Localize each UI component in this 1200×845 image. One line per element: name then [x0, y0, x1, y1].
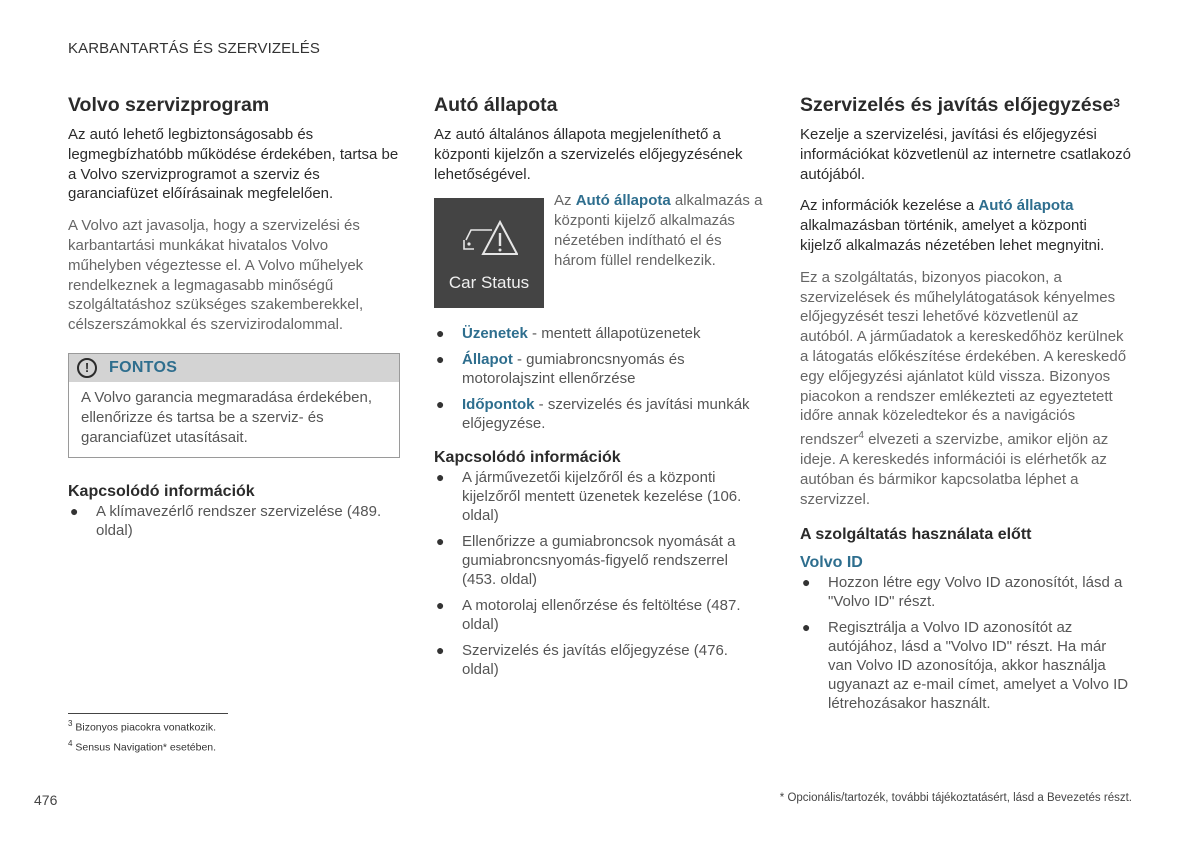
column-service-program [68, 92, 400, 547]
volvo-id-list [800, 573, 1132, 713]
bullet-icon: ● [436, 469, 445, 486]
bullet-icon: ● [436, 325, 445, 342]
related-link[interactable]: ● Szervizelés és javítás előjegyzése (476. oldal) [436, 642, 728, 679]
page-number: 476 [34, 792, 58, 808]
running-head: KARBANTARTÁS ÉS SZERVIZELÉS [68, 40, 320, 57]
bullet-icon: ● [802, 619, 811, 636]
notice-title: FONTOS [109, 358, 178, 376]
related-link[interactable]: ● Ellenőrizze a gumiabroncsok nyomását a gumiabroncsnyomás-figyelő rendszerrel (453. oldal) [436, 533, 736, 589]
intro-paragraph-2: Az információk kezelése a Autó állapota alkalmazásban történik, amelyet a központi kijelző alkalmazás nézetében lehet megnyitni. [800, 197, 1105, 254]
related-info-list [68, 502, 400, 540]
important-notice [68, 353, 400, 458]
tile-label: Car Status [448, 273, 530, 293]
footnote-divider [68, 713, 228, 714]
column-service-booking [800, 92, 1132, 720]
intro-paragraph: Az autó általános állapota megjeleníthető a központi kijelzőn a szervizelés előjegyzésének lehetőségével. [434, 126, 743, 183]
tab-appointments: ● Időpontok - szervizelés és javítási munkák előjegyzése. [436, 396, 750, 433]
section-title: Volvo szervizprogram [68, 94, 270, 116]
bullet-icon: ● [70, 503, 79, 520]
tab-status: ● Állapot - gumiabroncsnyomás és motorolajszint ellenőrzése [436, 351, 685, 388]
notice-body: A Volvo garancia megmaradása érdekében, ellenőrizze és tartsa be a szerviz- és garanciafüzet utasításait. [81, 388, 373, 446]
before-use-heading: A szolgáltatás használata előtt [800, 526, 1032, 544]
app-name: Autó állapota [978, 197, 1074, 215]
footnote: $^3$ Bizonyos piacokra vonatkozik. [68, 719, 217, 734]
footnote-ref: 4 [858, 430, 864, 442]
body-paragraph: Ez a szolgáltatás, bizonyos piacokon, a szervizelések és műhelylátogatások kényelmes előjegyzését teszi lehetővé közvetlenül az autóból. A járműadatok a kereskedőhöz kerülnek a látogatás előkészítése érdekében. A kereskedő egy előjegyzési ajánlatot küld vissza. Bizonyos piacokon a rendszer emlékezteti az egyeztetett időre annak közeledtekor és a navigációs rendszer$^4$ elvezeti a szervizbe, amikor eljön az ideje. A kereskedés információi is elérhetők az autóban és bármikor kapcsolatba léphet a szervizzel. [800, 268, 1127, 508]
section-title: Autó állapota [434, 94, 558, 116]
bullet-icon: ● [436, 396, 445, 413]
bullet-icon: ● [802, 574, 811, 591]
footnote: $^4$ Sensus Navigation* esetében. [68, 738, 217, 753]
intro-paragraph: Az autó lehető legbiztonságosabb és legmegbízhatóbb működése érdekében, tartsa be a Volvo szervizprogramot a szerviz és garanciafüzet előírásainak megfelelően. [68, 126, 399, 203]
list-item: ● Regisztrálja a Volvo ID azonosítót az autójához, lásd a "Volvo ID" részt. Ha már van Volvo ID azonosítója, akkor használja ugyanazt az e-mail címet, amelyet a Volvo ID létrehozásakor használt. [802, 619, 1129, 713]
list-item: ● Hozzon létre egy Volvo ID azonosítót, lásd a "Volvo ID" részt. [802, 574, 1123, 611]
footnotes [68, 716, 216, 755]
app-text: Az Autó állapota alkalmazás a központi kijelző alkalmazás nézetében indítható el és három füllel rendelkezik. [554, 192, 763, 269]
car-warning-icon [462, 218, 518, 258]
warning-icon: ! [77, 358, 97, 378]
body-paragraph: A Volvo azt javasolja, hogy a szervizelési és karbantartási munkákat hivatalos Volvo műhelyben végeztesse el. A Volvo műhelyek rendelkeznek a legmagasabb minőségű szolgáltatáshoz szükséges szakemberekkel, célszerszámokkal és szervizirodalommal. [68, 217, 364, 334]
section-title: Szervizelés és javítás előjegyzése$^3$ [800, 94, 1120, 116]
intro-paragraph: Kezelje a szervizelési, javítási és előjegyzési információkat közvetlenül az internetre csatlakozó autójából. [800, 126, 1131, 183]
tab-messages: ● Üzenetek - mentett állapotüzenetek [436, 325, 701, 343]
footnote-ref: 3 [1113, 96, 1120, 110]
notice-header [69, 354, 399, 382]
column-car-status [434, 92, 764, 686]
volvo-id-heading: Volvo ID [800, 554, 863, 572]
related-info-list [434, 468, 764, 679]
related-info-heading: Kapcsolódó információk [434, 449, 621, 467]
related-link[interactable]: ● A járművezetői kijelzőről és a központi kijelzőről mentett üzenetek kezelése (106. oldal) [436, 469, 742, 525]
bullet-icon: ● [436, 533, 445, 550]
bullet-icon: ● [436, 351, 445, 368]
car-status-app-tile[interactable] [434, 198, 544, 308]
tabs-list [434, 324, 764, 433]
related-link[interactable]: ● A klímavezérlő rendszer szervizelése (489. oldal) [70, 503, 382, 540]
related-link[interactable]: ● A motorolaj ellenőrzése és feltöltése (487. oldal) [436, 597, 741, 634]
bullet-icon: ● [436, 642, 445, 659]
bullet-icon: ● [436, 597, 445, 614]
optional-note: * Opcionális/tartozék, további tájékoztatásért, lásd a Bevezetés részt. [779, 792, 1132, 804]
app-name: Autó állapota [575, 192, 671, 210]
app-description [434, 192, 764, 308]
related-info-heading: Kapcsolódó információk [68, 483, 255, 501]
